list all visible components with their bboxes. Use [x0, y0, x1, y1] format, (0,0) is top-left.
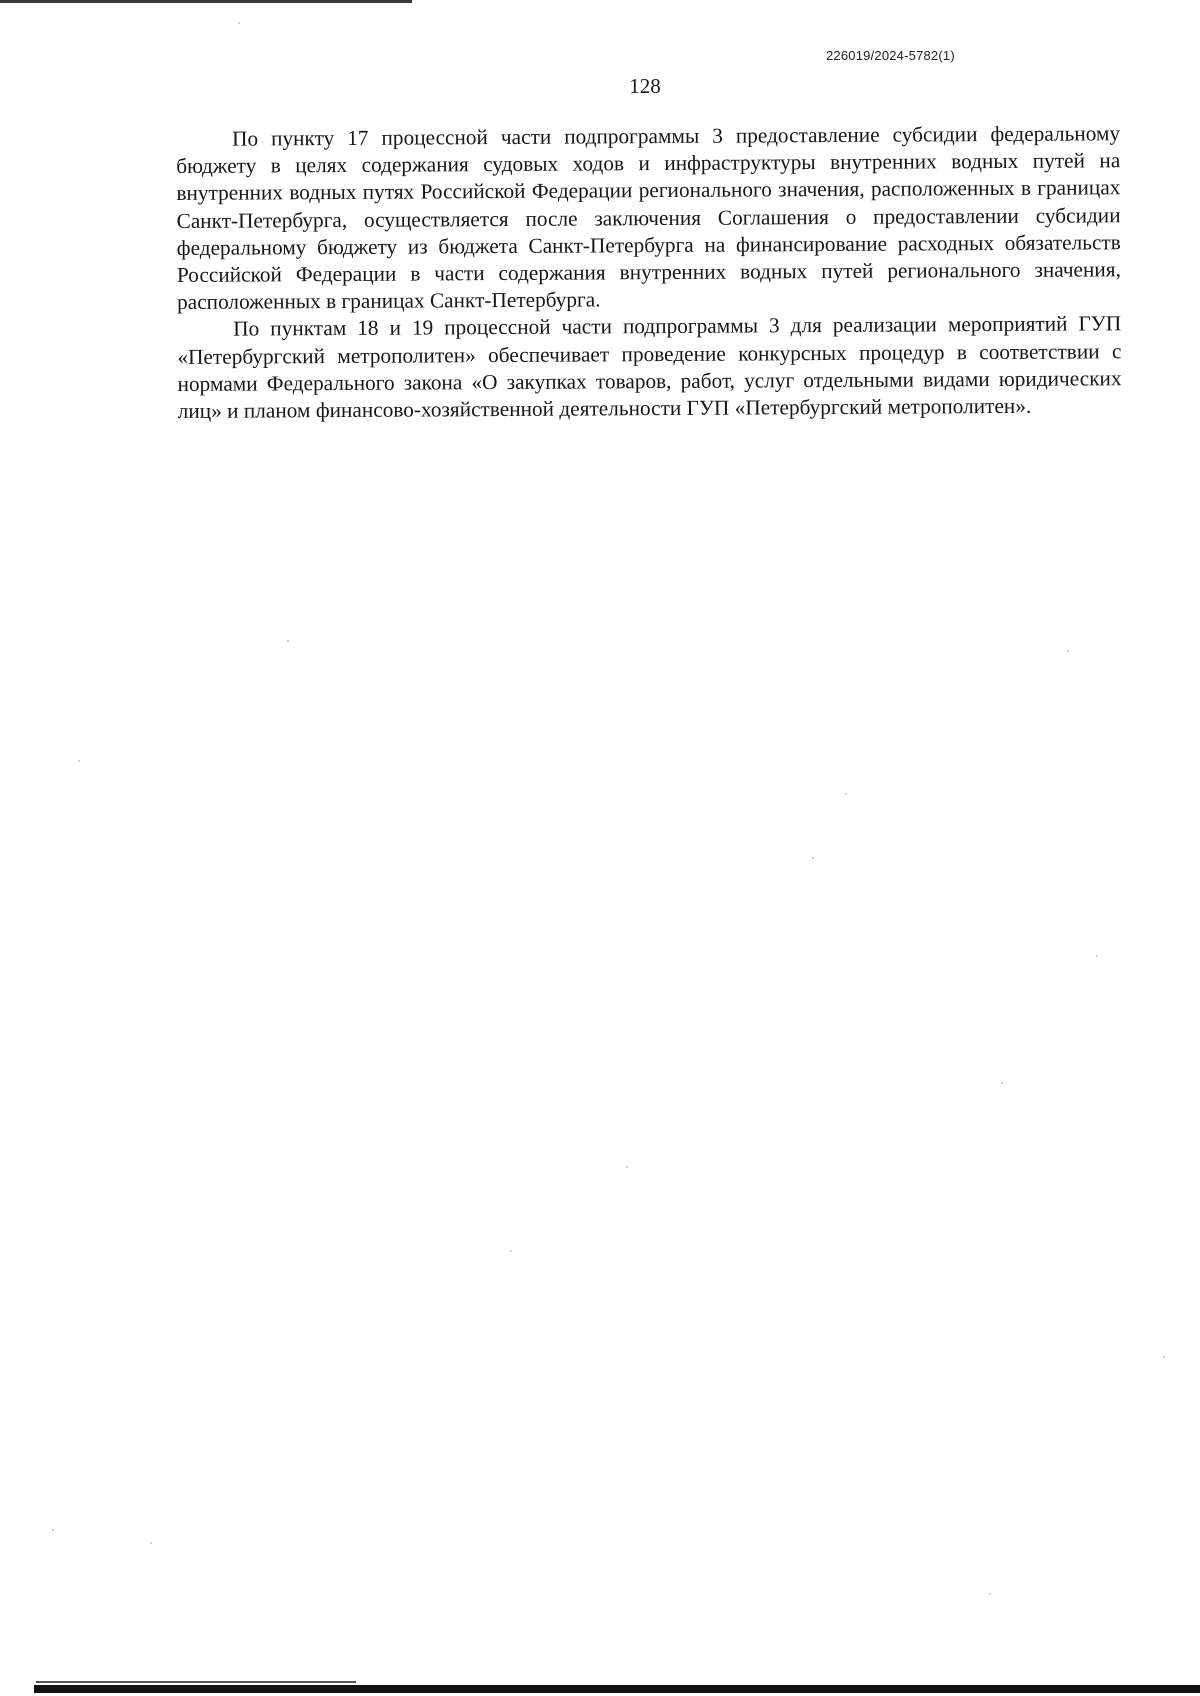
scan-edge-bottom-thin — [36, 1681, 356, 1683]
scan-edge-bottom — [34, 1685, 1200, 1693]
document-id: 226019/2024-5782(1) — [826, 48, 955, 63]
paragraph-subsidy: По пункту 17 процессной части подпрограммы 3 предоставление субсидии федеральному бюджету в целях содержания судовых ходов и инфраструктуры внутренних водных путей на внутренних водных путях Российской Федерации регионального значения, расположенных в границах Санкт-Петербурга, осуществляется после заключения Соглашения о предоставлении субсидии федеральному бюджету из бюджета Санкт-Петербурга на финансирование расходных обязательств Российской Федерации в части содержания внутренних водных путей регионального значения, расположенных в границах Санкт-Петербурга. — [176, 121, 1121, 315]
document-body — [176, 120, 1122, 425]
scan-edge-top — [0, 0, 412, 3]
page-number: 128 — [629, 74, 661, 98]
paragraph-metro: По пунктам 18 и 19 процессной части подпрограммы 3 для реализации мероприятий ГУП «Петербургский метрополитен» обеспечивает проведение конкурсных процедур в соответствии с нормами Федерального закона «О закупках товаров, работ, услуг отдельными видами юридических лиц» и планом финансово-хозяйственной деятельности ГУП «Петербургский метрополитен». — [177, 311, 1122, 424]
